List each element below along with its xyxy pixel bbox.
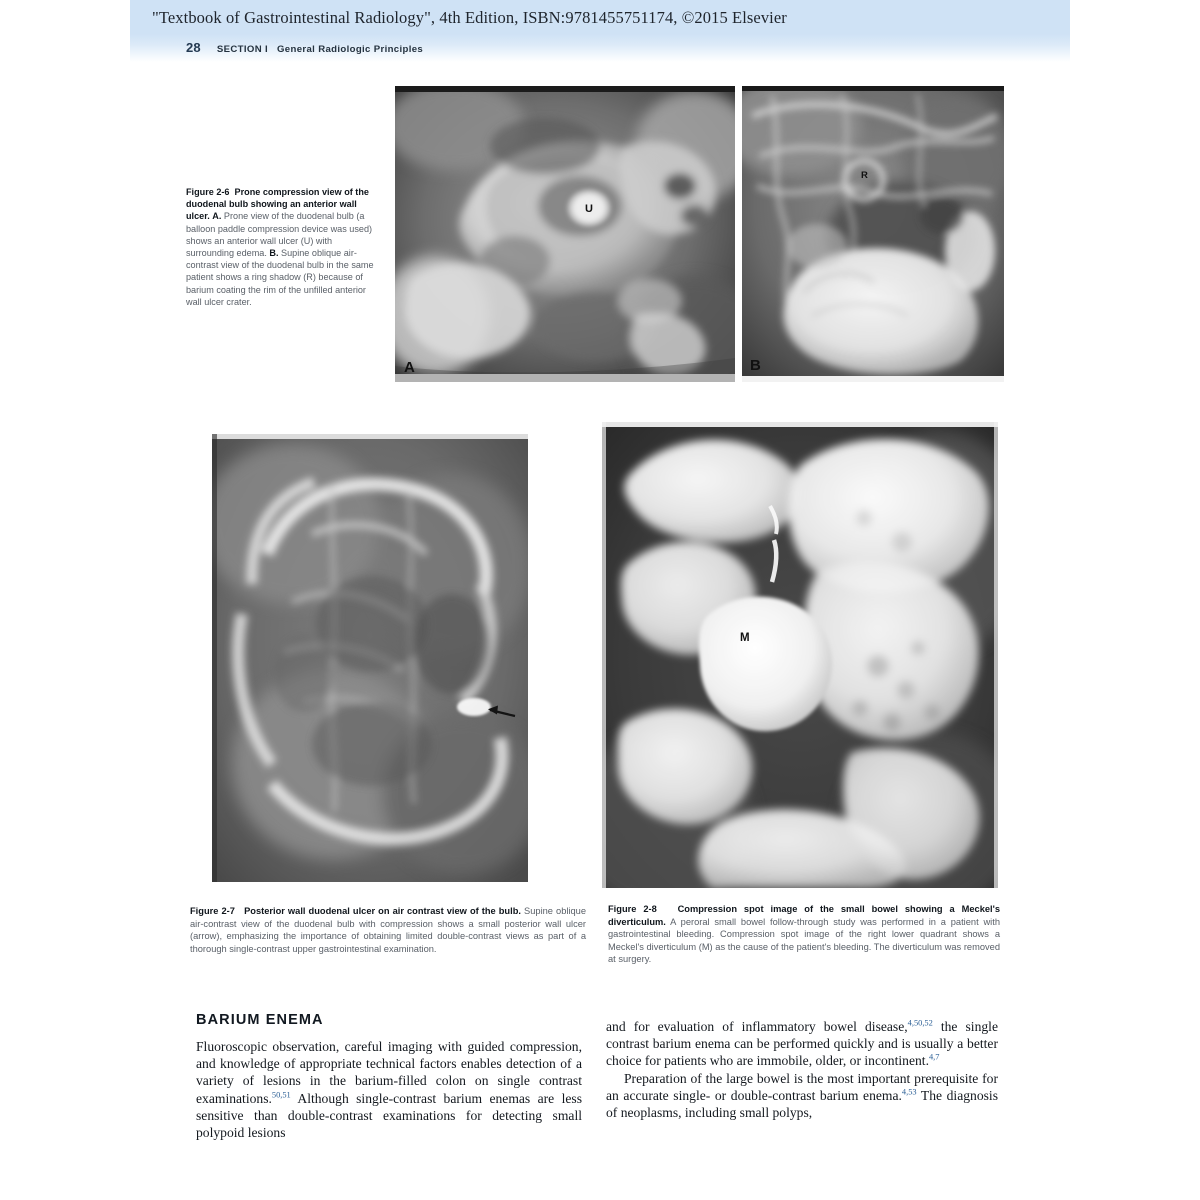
body-column-right [606,1018,998,1121]
figure-2-6-part-a-text: Prone view of the duodenal bulb (a balloon paddle compression device was used) shows an anterior wall ulcer (U) with surrounding edema. [186,211,373,259]
reference-superscript[interactable]: 4,50,52 [907,1018,933,1028]
ulcer-marker-u: U [585,203,593,215]
watermark-text: "Textbook of Gastrointestinal Radiology", 4th Edition, ISBN:9781455751174, ©2015 Elsevier [152,8,787,27]
body-column-left [196,1038,582,1141]
panel-letter-b: B [750,357,761,374]
figure-2-6-label: Figure 2-6 [186,187,230,197]
reference-superscript[interactable]: 4,7 [928,1052,940,1062]
figure-2-6-panel-b-image [742,86,1004,382]
running-head-section-title: General Radiologic Principles [277,44,424,55]
panel-letter-a: A [404,359,415,376]
figure-2-6-part-b-text: Supine oblique air-contrast view of the duodenal bulb in the same patient shows a ring shadow (R) because of barium coating the rim of the unfilled anterior wall ulcer crater. [186,248,374,307]
figure-2-7-body: Supine oblique air-contrast view of the duodenal bulb with compression shows a small posterior wall ulcer (arrow), emphasizing the importance of obtaining limited double-contrast views as part of a thorough single-contrast upper gastrointestinal examination. [190,906,587,954]
figure-2-8-title: Compression spot image of the small bowel showing a Meckel's diverticulum. [608,904,1000,927]
ring-shadow-marker-r: R [861,170,868,181]
figure-2-7-caption [190,905,586,955]
reference-superscript[interactable]: 4,53 [901,1087,917,1097]
figure-2-8-label: Figure 2-8 [608,904,657,914]
figure-2-6-caption [186,186,382,308]
running-head-section [217,44,423,55]
figure-2-6-panel-a-image [395,86,735,382]
body-paragraph: and for evaluation of inflammatory bowel disease,$^{4,50,52}$ the single contrast barium enema can be performed quickly and is usually a better choice for patients who are immobile, older, or incontinent.$^{4,7}$ [606,1018,998,1069]
figure-2-6-part-b-label: B. [269,248,279,259]
radiograph-a [395,86,735,382]
radiograph-d [602,422,998,888]
figure-2-8-caption [608,903,1000,966]
section-heading-barium-enema: BARIUM ENEMA [196,1012,324,1028]
figure-2-7-title: Posterior wall duodenal ulcer on air contrast view of the bulb. [244,906,521,916]
running-head-section-number: SECTION I [216,44,268,55]
figure-2-6-title: Prone compression view of the duodenal bulb showing an anterior wall ulcer. [186,187,369,222]
figure-2-7-label: Figure 2-7 [190,906,235,916]
body-paragraph: Preparation of the large bowel is the most important prerequisite for an accurate single- or double-contrast barium enema.$^{4,53}$ The diagnosis of neoplasms, including small polyps, [606,1070,998,1121]
reference-superscript[interactable]: 50,51 [271,1090,291,1100]
figure-2-8-body: A peroral small bowel follow-through study was performed in a patient with gastrointestinal bleeding. Compression spot image of the right lower quadrant shows a Meckel's diverticulum (M) as the cause of the patient's bleeding. The diverticulum was removed at surgery. [608,916,1000,965]
figure-2-7-image [212,434,528,882]
radiograph-c [212,434,528,882]
body-paragraph: Fluoroscopic observation, careful imaging with guided compression, and knowledge of appropriate technical factors enables detection of a variety of lesions in the barium-filled colon on single contrast examinations.$^{50,51}$ Although single-contrast barium enemas are less sensitive than double-contrast examinations for detecting small polypoid lesions [196,1039,582,1141]
running-head [186,40,423,55]
page-number: 28 [186,40,201,55]
radiograph-b [742,86,1004,382]
figure-2-8-image [602,422,998,888]
figure-2-6-part-a-label: A. [212,211,222,222]
meckels-diverticulum-marker-m: M [740,632,750,644]
